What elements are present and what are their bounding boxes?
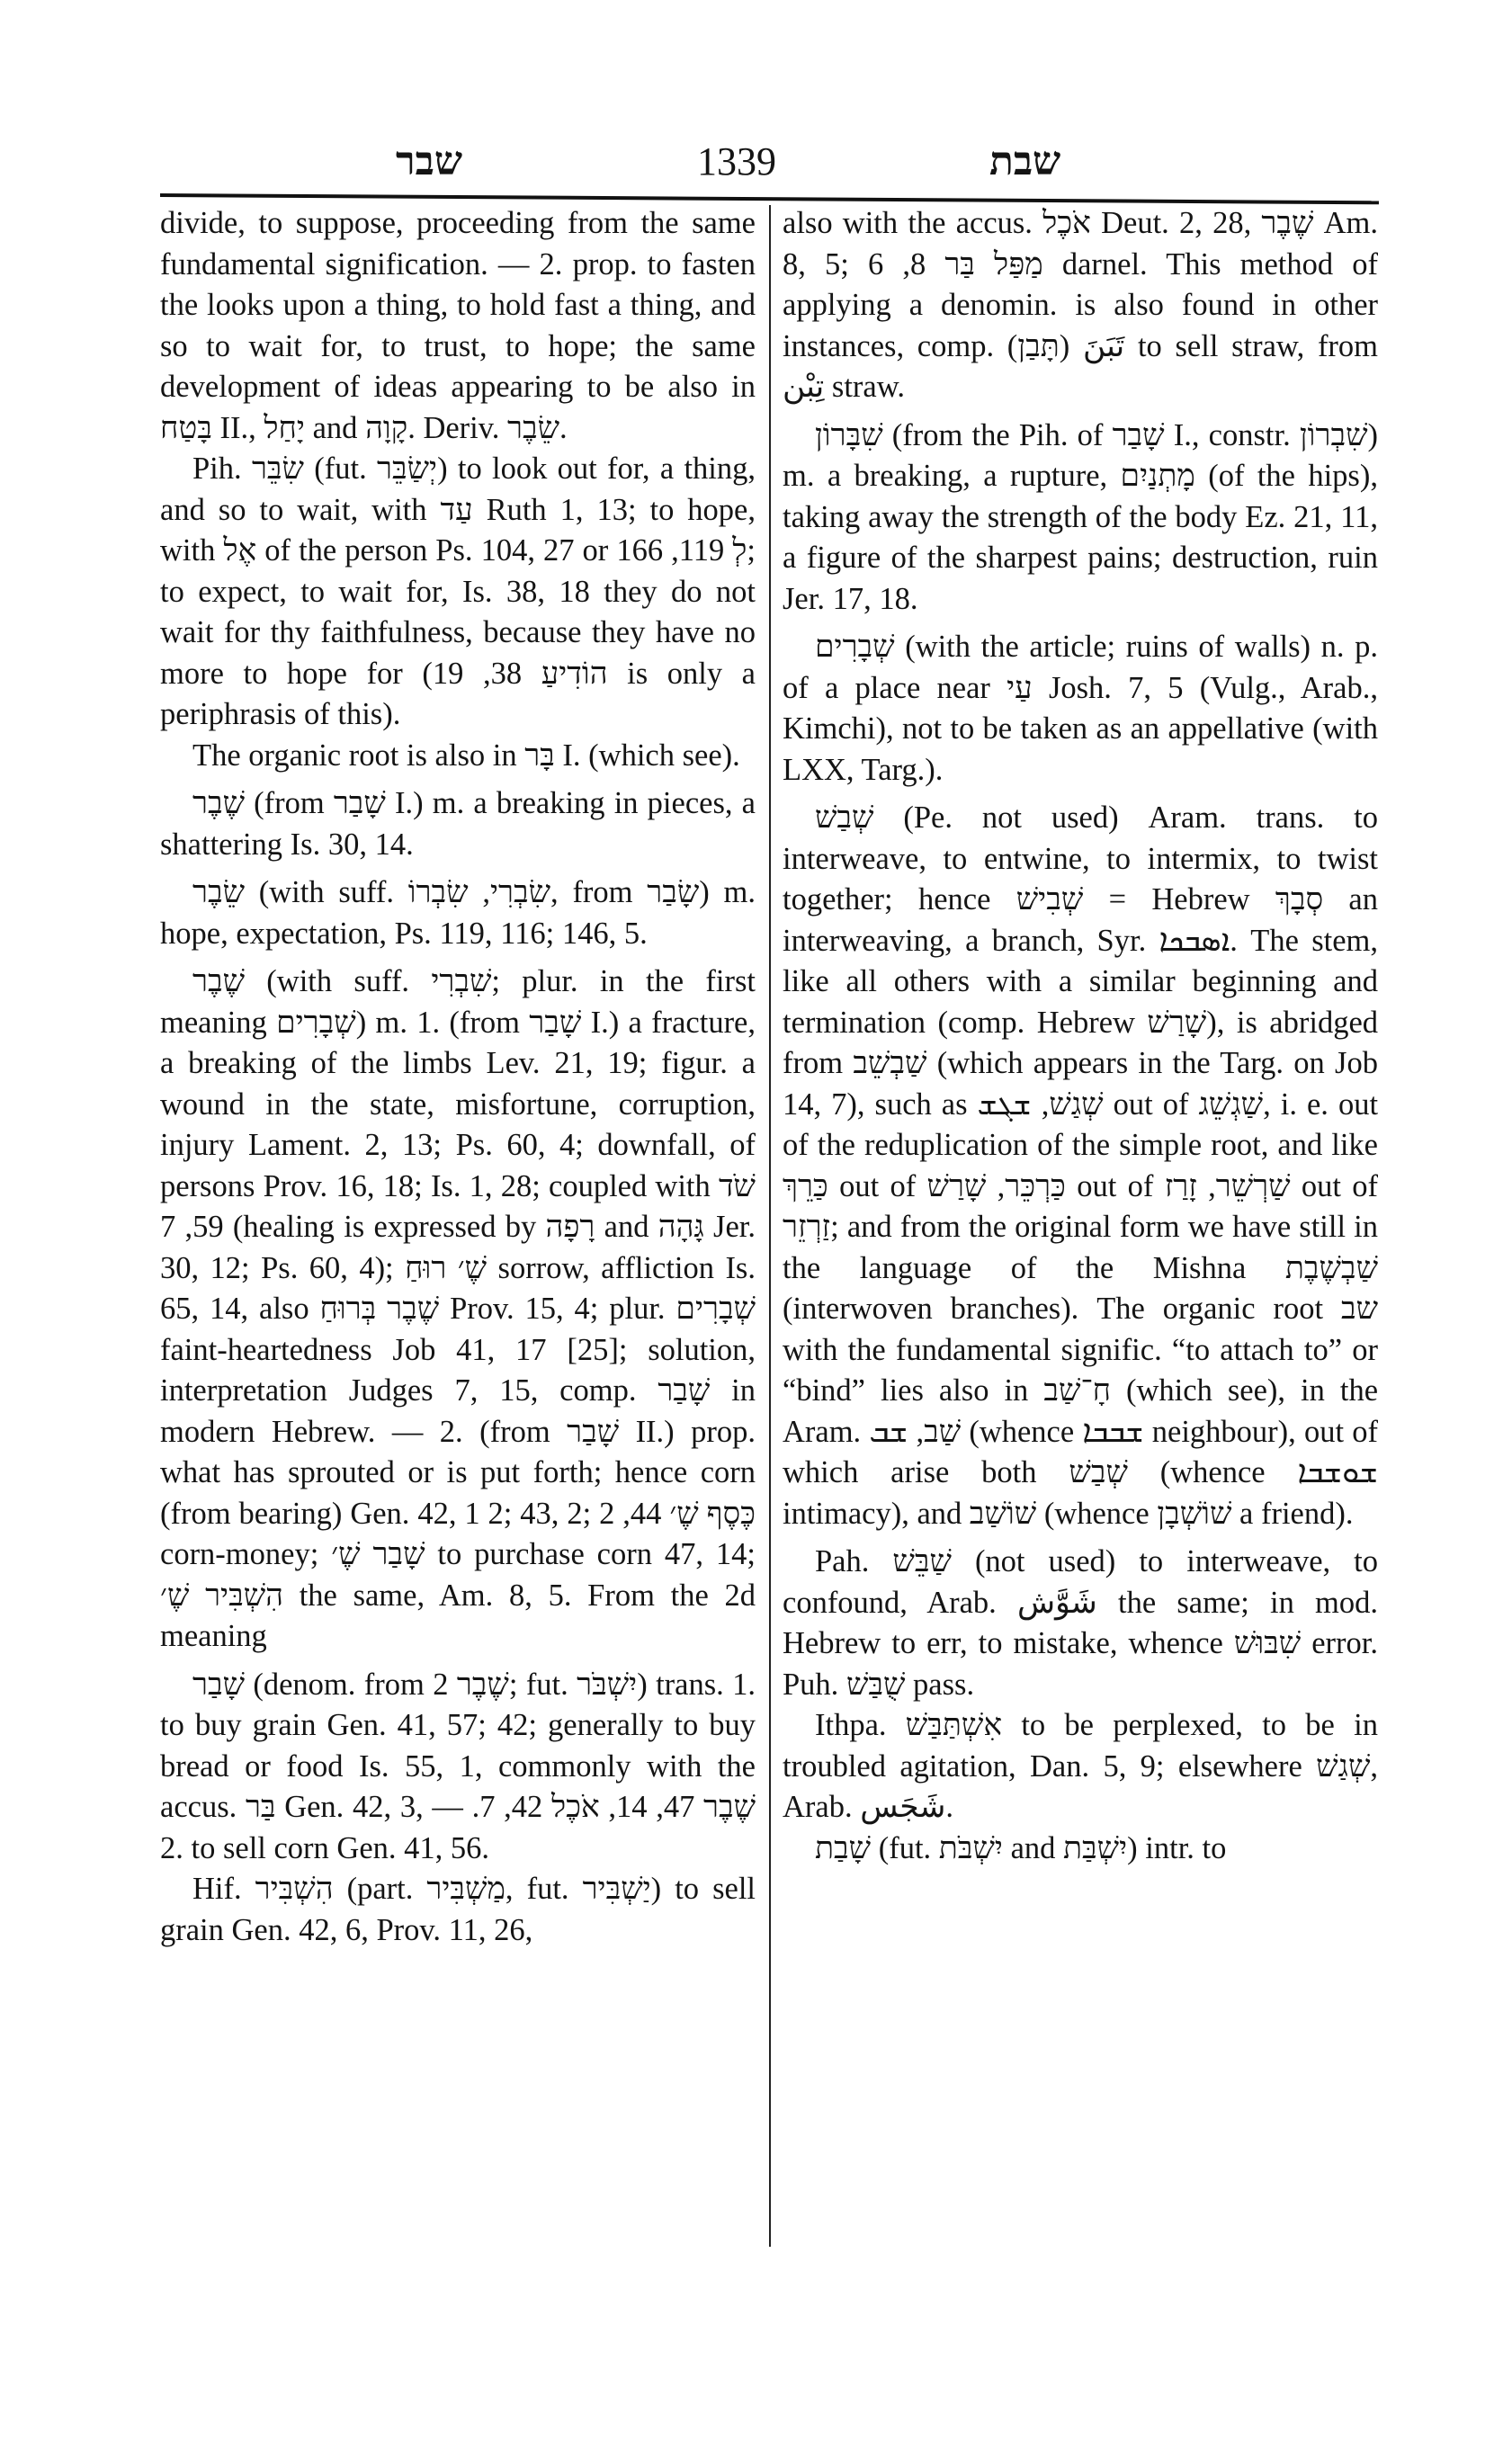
entry-shebash: שְׁבַשׁ (Pe. not used) Aram. trans. to interweave, to entwine, to intermix, to twist together; hence שְׁבִישׁ = Hebrew סְבָךְ an interweaving, a branch, Syr. ܐܣܒܟܐ. The stem, like all others with a similar beginning and termination (comp. Hebrew שָׁרַשׁ), is abridged from שַׁבְשֵׁב (which appears in the Targ. on Job 14, 7), such as שְׁגַשׁ, ܫܓܫ out of שַׁגְשֵׁג, i. e. out of the reduplication of the simple root, and like כַּרֵךְ out of כַּרְכֵּר, שָׁרַשׁ out of שַׁרְשֵׁר, זָרַז out of זַרְזֵר; and from the original form we have still in the language of the Mishna שַׁבְשֶׁבֶת (interwoven branches). The organic root שב with the fundamental signific. “to attach to” or “bind” lies also in חָ־שַׁב (which see), in the Aram. שַׁב, ܫܒ (whence ܫܒܒܐ neighbour), out of which arise both שְׁבַשׁ (whence ܫܘܫܒܐ intimacy), and שׁוֹשַׁב (whence שׁוֹשְׁבָן a friend). [783,800,1379,1531]
running-header [0,135,1512,189]
column-divider [769,205,771,2247]
paragraph-hifil: Hif. הִשְׁבִּיר (part. מַשְׁבִּיר, fut. יַשְׁבִּיר) to sell grain Gen. 42, 6, Prov. 11, 26, [160,1872,756,1947]
entry-shabat: שָׁבַת (fut. יִשְׁבֹּת and יִשְׁבַּת) intr. to [815,1830,1227,1865]
paragraph-continuation: also with the accus. אֹכֶל Deut. 2, 28, שֶׁבֶר Am. 8, 5; מַפַּל בַּר 8, 6 darnel. This method of applying a denomin. is also found in other instances, comp. تَبَنَ (תָּבַן) to sell straw, from تِبْن straw. [783,206,1379,404]
paragraph-organic-root: The organic root is also in בָּר I. (which see). [192,738,740,773]
right-column [783,203,1378,1869]
paragraph-pihel: Pih. שִׂבֵּר (fut. יְשַׂבֵּר) to look out for, a thing, and so to wait, with עַד Ruth 1, 13; to hope, with אֶל of the person Ps. 104, 27 or לְ 119, 166; to expect, to wait for, Is. 38, 18 they do not wait for thy faithfulness, because they have no more to hope for (הוֹדִיעַ 38, 19 is only a periphrasis of this). [160,452,756,731]
left-column [160,203,756,1951]
entry-shibbaron: שִׁבָּרוֹן (from the Pih. of שָׁבַר I., constr. שִׁבְרוֹן) m. a breaking, a rupture, מָתְנַיִם (of the hips), taking away the strength of the body Ez. 21, 11, a figure of the sharpest pains; destruction, ruin Jer. 17, 18. [783,417,1378,616]
page-number: 1339 [697,139,776,183]
header-right-catchword: שבת [989,139,1061,184]
paragraph-pahel: Pah. שַׁבֵּשׁ (not used) to interweave, to confound, Arab. شَوَّش the same; in mod. Hebrew to err, to mistake, whence שִׁבּוּשׁ error. Puh. שֻׁבַּשׁ pass. [783,1544,1379,1702]
entry-shebarim: שְׁבָרִים (with the article; ruins of walls) n. p. of a place near עַי Josh. 7, 5 (Vulg., Arab., Kimchi), not to be taken as an appellative (with LXX, Targ.). [783,630,1378,787]
entry-sheber-fracture: שֶׁבֶר (with suff. שִׁבְרִי; plur. in the first meaning שְׁבָרִים) m. 1. (from שָׁבַר I.) a fracture, a breaking of the limbs Lev. 21, 19; figur. a wound in the state, misfortune, corruption, injury Lament. 2, 13; Ps. 60, 4; downfall, of persons Prov. 16, 18; Is. 1, 28; coupled with שֹׁד 59, 7 (healing is expressed by רָפָה and גָּהָה Jer. 30, 12; Ps. 60, 4); שֶׁ׳ רוּחַ sorrow, affliction Is. 65, 14, also שֶׁבֶר בְּרוּחַ Prov. 15, 4; plur. שְׁבָרִים faint-heartedness Job 41, 17 [25]; solution, interpretation Judges 7, 15, comp. שָׁבַר in modern Hebrew. — 2. (from שָׁבַר II.) prop. what has sprouted or is put forth; hence corn (from bearing) Gen. 42, 1 2; 43, 2; כֶּסֶף שֶׁ׳ 44, 2 corn-money; שָׁבַר שֶׁ׳ to purchase corn 47, 14; הִשְׁבִּיר שֶׁ׳ the same, Am. 8, 5. From the 2d meaning [160,964,756,1653]
entry-seber-hope: שֵׂבֶר (with suff. שִׂבְרִי, שִׂבְרוֹ, from שָׂבַר) m. hope, expectation, Ps. 119, 116; 146, 5. [160,875,756,951]
entry-sheber-breaking: שֶׁבֶר (from שָׁבַר I.) m. a breaking in pieces, a shattering Is. 30, 14. [160,786,756,862]
entry-shabar-denom: שָׁבַר (denom. from שֶׁבֶר 2; fut. יִשְׁבֹּר) trans. 1. to buy grain Gen. 41, 57; 42; generally to buy bread or food Is. 55, 1, commonly with the accus. בַּר Gen. 42, 3, שֶׁבֶר 47, 14, אֹכֶל 42, 7. — 2. to sell corn Gen. 41, 56. [160,1667,756,1865]
header-left-catchword: שבר [396,139,462,184]
paragraph-continuation: divide, to suppose, proceeding from the same fundamental signification. — 2. prop. to fasten the looks upon a thing, to hold fast a thing, and so to wait for, to trust, to hope; the same development of ideas appearing to be also in בָּטַח II., יָחַל and קָוָה. Deriv. שֵׂבֶר. [160,206,756,445]
paragraph-ithpa: Ithpa. אִשְׁתַּבַּשׁ to be perplexed, to be in troubled agitation, Dan. 5, 9; elsewhere שְׁגַשׁ, Arab. شَجَس. [783,1708,1378,1824]
